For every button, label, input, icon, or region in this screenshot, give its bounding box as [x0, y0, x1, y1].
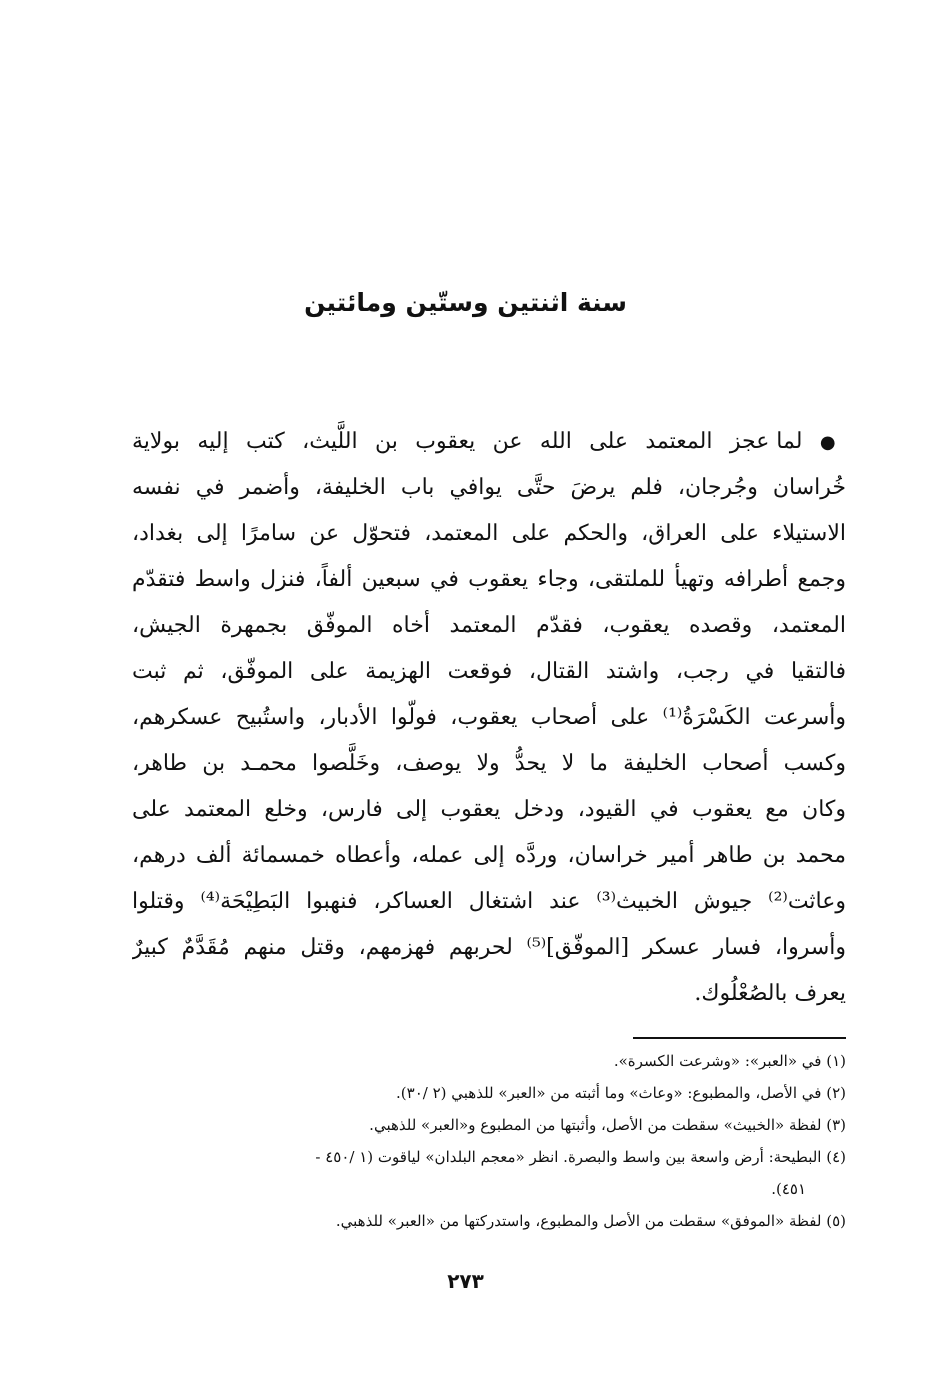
body-line: فالتقيا في رجب، واشتد القتال، فوقعت الهزيمة على الموفّق، ثم ثبت [132, 659, 846, 684]
footnote-separator [633, 1037, 846, 1039]
footnote-5: (٥) لفظة «الموفق» سقطت من الأصل والمطبوع، واستدركتها من «العبر» للذهبي. [335, 1212, 846, 1230]
footnotes [132, 1045, 846, 1237]
footnote-1: (١) في «العبر»: «وشرعت الكسرة». [613, 1052, 846, 1070]
body-line: خُراسان وجُرجان، فلم يرضَ حتَّى يوافي باب الخليفة، وأضمر في نفسه [132, 475, 846, 500]
footnote-2: (٢) في الأصل، والمطبوع: «وعاث» وما أثبته من «العبر» للذهبي (٢ /٣٠). [396, 1084, 846, 1102]
footnote-4: (٤) البطيحة: أرض واسعة بين واسط والبصرة. انظر «معجم البلدان» لياقوت (١ /٤٥٠ - [315, 1148, 846, 1166]
body-line: وأسروا، فسار عسكر [الموفّق]⁽⁵⁾ لحربهم فهزمهم، وقتل منهم مُقَدَّمٌ كبيرٌ [132, 935, 846, 960]
body-line: وكان مع يعقوب في القيود، ودخل يعقوب إلى فارس، وخلع المعتمد على [132, 797, 846, 822]
body-line: وعاثت⁽²⁾ جيوش الخبيث⁽³⁾ عند اشتغال العساكر، فنهبوا البَطِيْحَة⁽⁴⁾ وقتلوا [132, 889, 846, 914]
body-line: محمد بن طاهر أمير خراسان، وردَّه إلى عمله، وأعطاه خمسمائة ألف درهم، [132, 843, 846, 868]
body-line: ● لما عجز المعتمد على الله عن يعقوب بن اللَّيث، كتب إليه بولاية [132, 429, 846, 454]
body-line: وأسرعت الكَسْرَةُ⁽¹⁾ على أصحاب يعقوب، فولّوا الأدبار، واستُبيح عسكرهم، [132, 705, 846, 730]
bullet-icon: ● [819, 432, 846, 453]
body-line: يعرف بالصُعْلُوك. [694, 981, 846, 1006]
body-line: المعتمد، وقصده يعقوب، فقدّم المعتمد أخاه الموفّق بجمهرة الجيش، [132, 613, 846, 638]
footnote-3: (٣) لفظة «الخبيث» سقطت من الأصل، وأثبتها من المطبوع و«العبر» للذهبي. [369, 1116, 846, 1134]
footnote-4-continuation: ٤٥١). [771, 1180, 806, 1198]
body-line: الاستيلاء على العراق، والحكم على المعتمد، فتحوّل عن سامرًا إلى بغداد، [132, 521, 846, 546]
body-line: وجمع أطرافه وتهيأ للملتقى، وجاء يعقوب في سبعين ألفاً، فنزل واسط فتقدّم [132, 567, 846, 592]
page-number: ٢٧٣ [447, 1269, 484, 1293]
chapter-title: سنة اثنتين وستّين ومائتين [304, 288, 627, 317]
body-line: وكسب أصحاب الخليفة ما لا يحدُّ ولا يوصف، وخَلَّصوا محمـد بن طاهر، [132, 751, 846, 776]
body-text [132, 419, 846, 1017]
